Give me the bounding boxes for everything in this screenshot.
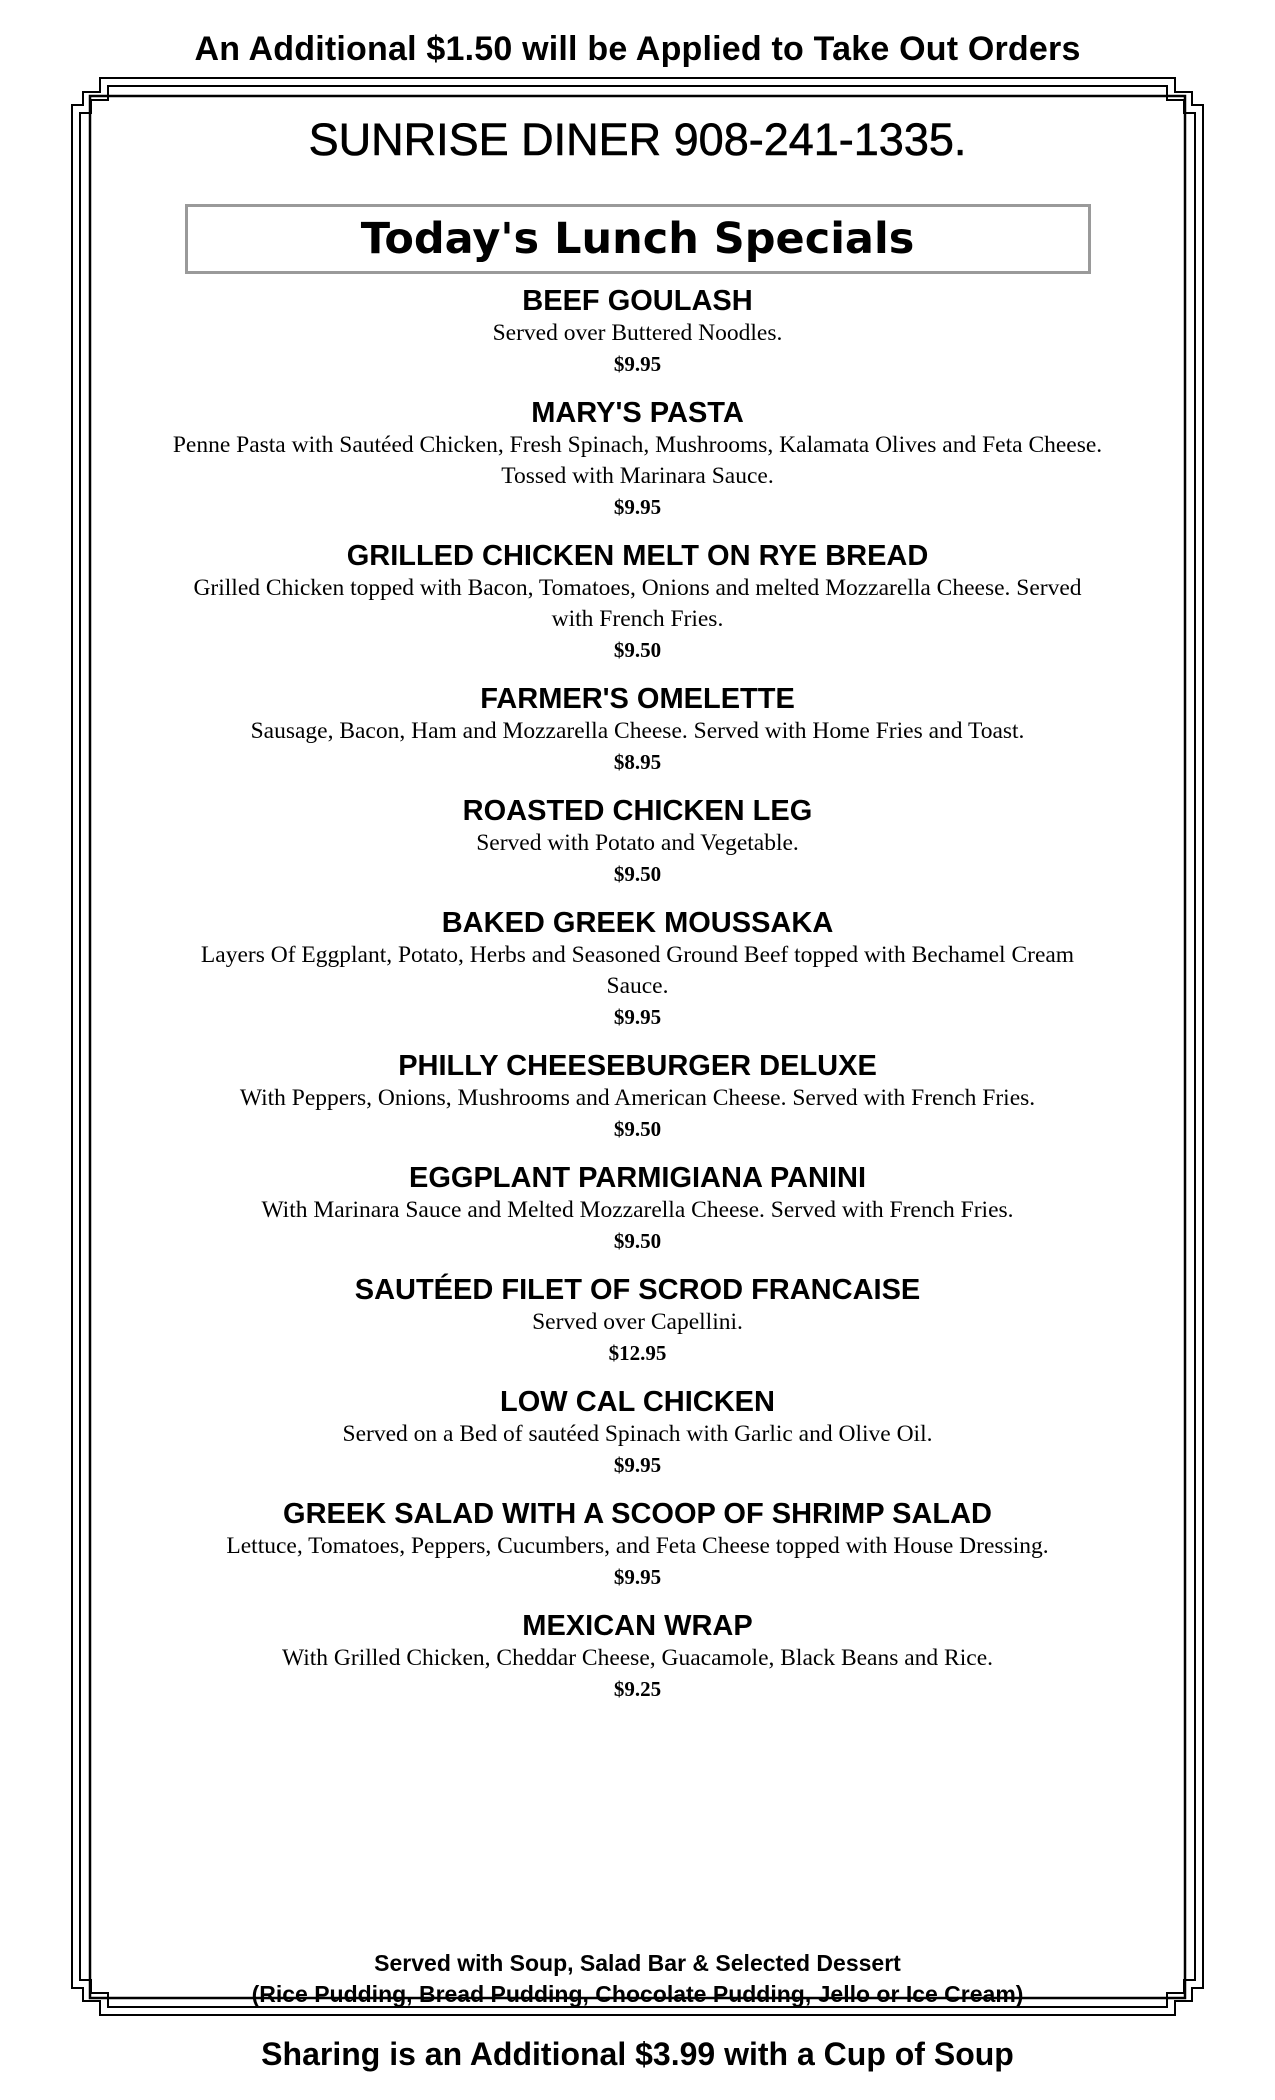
included-sides-line: Served with Soup, Salad Bar & Selected Dessert bbox=[374, 1950, 901, 1976]
menu-item-description: Layers Of Eggplant, Potato, Herbs and Seasoned Ground Beef topped with Bechamel Cream Sauce. bbox=[200, 942, 1075, 999]
menu-item bbox=[150, 1049, 1125, 1144]
menu-item-price: $9.50 bbox=[613, 638, 662, 662]
menu-item-description: Served over Capellini. bbox=[532, 1309, 743, 1335]
menu-item-price: $9.95 bbox=[613, 1565, 662, 1589]
menu-item bbox=[150, 539, 1125, 665]
menu-item-name: MEXICAN WRAP bbox=[522, 1610, 753, 1642]
menu-item-description: Served on a Bed of sautéed Spinach with Garlic and Olive Oil. bbox=[342, 1421, 933, 1447]
menu-item-name: SAUTÉED FILET OF SCROD FRANCAISE bbox=[354, 1274, 921, 1306]
menu-content bbox=[150, 110, 1125, 1721]
menu-item bbox=[150, 284, 1125, 379]
menu-item-price: $9.95 bbox=[613, 352, 662, 376]
menu-item-name: PHILLY CHEESEBURGER DELUXE bbox=[398, 1050, 877, 1082]
menu-item-description: Grilled Chicken topped with Bacon, Tomatoes, Onions and melted Mozzarella Cheese. Served with French Fries. bbox=[193, 575, 1082, 632]
menu-item-price: $9.95 bbox=[613, 1453, 662, 1477]
menu-item-price: $9.25 bbox=[613, 1677, 662, 1701]
menu-item-description: Lettuce, Tomatoes, Peppers, Cucumbers, and Feta Cheese topped with House Dressing. bbox=[226, 1533, 1049, 1559]
menu-item-name: FARMER'S OMELETTE bbox=[480, 683, 795, 715]
menu-item bbox=[150, 906, 1125, 1032]
menu-item-description: Served over Buttered Noodles. bbox=[492, 320, 783, 346]
menu-item-name: EGGPLANT PARMIGIANA PANINI bbox=[408, 1162, 867, 1194]
menu-item-price: $9.50 bbox=[613, 862, 662, 886]
included-sides-note bbox=[150, 1948, 1125, 2010]
menu-item-name: GRILLED CHICKEN MELT ON RYE BREAD bbox=[346, 540, 929, 572]
menu-item bbox=[150, 1273, 1125, 1368]
sharing-charge-notice: Sharing is an Additional $3.99 with a Cup of Soup bbox=[261, 2036, 1014, 2072]
menu-item bbox=[150, 794, 1125, 889]
restaurant-name-phone: SUNRISE DINER 908-241-1335. bbox=[308, 114, 967, 165]
menu-item-description: With Marinara Sauce and Melted Mozzarella Cheese. Served with French Fries. bbox=[261, 1197, 1014, 1223]
menu-item-price: $9.50 bbox=[613, 1229, 662, 1253]
menu-item bbox=[150, 1385, 1125, 1480]
takeout-surcharge-notice: An Additional $1.50 will be Applied to Take Out Orders bbox=[194, 30, 1081, 68]
menu-item-description: With Grilled Chicken, Cheddar Cheese, Guacamole, Black Beans and Rice. bbox=[281, 1645, 993, 1671]
menu-item-list bbox=[150, 284, 1125, 1704]
menu-item-name: BEEF GOULASH bbox=[522, 285, 753, 317]
menu-item-description: Served with Potato and Vegetable. bbox=[476, 830, 799, 856]
menu-item-price: $12.95 bbox=[608, 1341, 667, 1365]
menu-item-price: $8.95 bbox=[613, 750, 662, 774]
specials-title-box bbox=[185, 204, 1091, 274]
menu-item-name: MARY'S PASTA bbox=[531, 397, 744, 429]
menu-item-name: LOW CAL CHICKEN bbox=[500, 1386, 775, 1418]
menu-item bbox=[150, 1497, 1125, 1592]
specials-title: Today's Lunch Specials bbox=[360, 214, 915, 264]
menu-item-description: With Peppers, Onions, Mushrooms and American Cheese. Served with French Fries. bbox=[239, 1085, 1036, 1111]
menu-item-price: $9.95 bbox=[613, 1005, 662, 1029]
dessert-options-line: (Rice Pudding, Bread Pudding, Chocolate Pudding, Jello or Ice Cream) bbox=[251, 1981, 1024, 2007]
menu-item-name: ROASTED CHICKEN LEG bbox=[462, 795, 813, 827]
menu-item-name: GREEK SALAD WITH A SCOOP OF SHRIMP SALAD bbox=[283, 1498, 992, 1530]
menu-item bbox=[150, 396, 1125, 522]
menu-item bbox=[150, 682, 1125, 777]
menu-item-description: Sausage, Bacon, Ham and Mozzarella Cheese. Served with Home Fries and Toast. bbox=[250, 718, 1025, 744]
menu-item-price: $9.95 bbox=[613, 495, 662, 519]
menu-item bbox=[150, 1161, 1125, 1256]
menu-item-price: $9.50 bbox=[613, 1117, 662, 1141]
menu-item-name: BAKED GREEK MOUSSAKA bbox=[441, 907, 834, 939]
menu-item-description: Penne Pasta with Sautéed Chicken, Fresh Spinach, Mushrooms, Kalamata Olives and Feta Cheese. Tossed with Marinara Sauce. bbox=[172, 432, 1103, 489]
menu-item bbox=[150, 1609, 1125, 1704]
